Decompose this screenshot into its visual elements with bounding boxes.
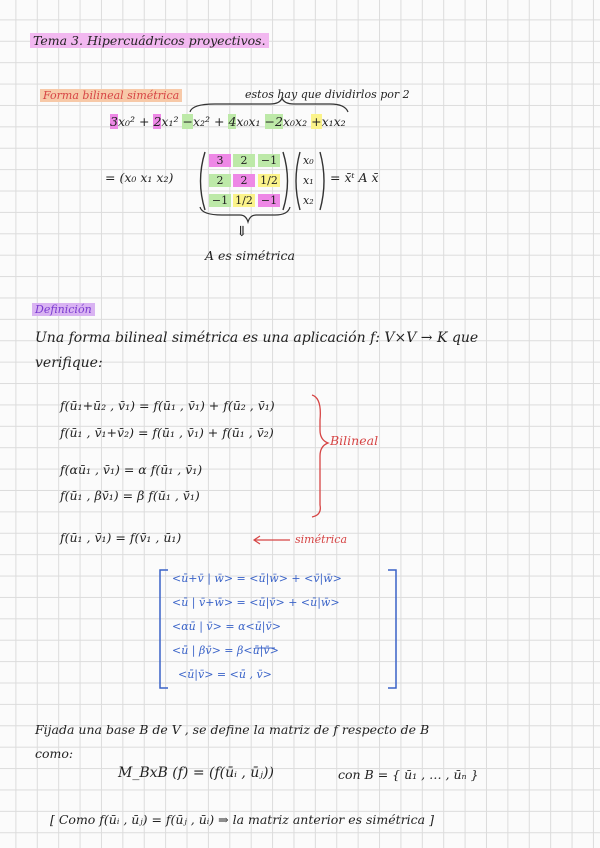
inner-product-2: <ū | v̄+w̄> = <ū|v̄> + <ū|w̄>: [172, 596, 340, 609]
matrix-cell: 2: [233, 174, 255, 187]
coef-2: 2: [153, 114, 162, 129]
matrix-cell: 3: [209, 154, 231, 167]
matrix-definition: M_BxB (f) = (f(ūᵢ , ūⱼ)): [118, 765, 274, 781]
coef-1: 3: [110, 114, 118, 129]
page-title: Tema 3. Hipercuádricos proyectivos.: [30, 33, 269, 48]
symmetric-eq: f(ū₁ , v̄₁) = f(v̄₁ , ū₁): [60, 530, 182, 545]
term-3: x₂² +: [192, 114, 225, 129]
quadratic-form: [110, 114, 346, 129]
matrix-cell: −1: [209, 194, 231, 207]
bilinear-eq-2: f(ū₁ , v̄₁+v̄₂) = f(ū₁ , v̄₁) + f(ū₁ , v̄₂): [60, 425, 274, 440]
coef-4: 4: [228, 114, 237, 129]
inner-product-4: <ū | βv̄> = β<ū|v̄>: [172, 644, 279, 657]
matrix-result: = x̄ᵗ A x̄: [330, 170, 379, 185]
coef-3: −: [182, 114, 193, 129]
inner-product-3: <αū | v̄> = α<ū|v̄>: [172, 620, 281, 633]
coef-6: +: [311, 114, 322, 129]
bilineal-label: Bilineal: [330, 433, 379, 448]
inner-product-5: <ū|v̄> = <ū , v̄>: [178, 668, 272, 681]
col-vector-1: x₁: [303, 174, 314, 187]
base-definition: con B = { ū₁ , … , ūₙ }: [338, 767, 479, 782]
coef-5: −2: [264, 114, 283, 129]
section-heading-definicion: Definición: [32, 303, 95, 316]
matrix-cell: −1: [258, 154, 280, 167]
bilinear-eq-1: f(ū₁+ū₂ , v̄₁) = f(ū₁ , v̄₁) + f(ū₂ , v̄₁): [60, 398, 275, 413]
symmetric-conclusion: A es simétrica: [205, 248, 295, 263]
definition-line-1: Una forma bilineal simétrica es una aplicación f: V×V → K que: [35, 330, 479, 346]
inner-product-1: <ū+v̄ | w̄> = <ū|w̄> + <v̄|w̄>: [172, 572, 342, 585]
section-heading-forma-bilineal: Forma bilineal simétrica: [40, 89, 182, 102]
matrix-cell: 2: [209, 174, 231, 187]
divide-note: estos hay que dividirlos por 2: [245, 88, 410, 101]
term-6: x₁x₂: [321, 114, 346, 129]
col-vector-0: x₀: [303, 154, 314, 167]
bilinear-eq-4: f(ū₁ , βv̄₁) = β f(ū₁ , v̄₁): [60, 488, 200, 503]
term-1: x₀² +: [117, 114, 150, 129]
implies-arrow: ⇓: [236, 224, 248, 240]
symmetric-note: [ Como f(ūᵢ , ūⱼ) = f(ūⱼ , ūᵢ) ⇒ la matriz anterior es simétrica ]: [50, 812, 434, 827]
bilinear-eq-3: f(αū₁ , v̄₁) = α f(ū₁ , v̄₁): [60, 462, 203, 477]
matrix-cell: 1/2: [233, 194, 255, 207]
term-2: x₁²: [161, 114, 183, 129]
matrix-cell: 2: [233, 154, 255, 167]
fijada-line-1: Fijada una base B de V , se define la matriz de f respecto de B: [35, 722, 430, 737]
matrix-cell: 1/2: [258, 174, 280, 187]
term-4: x₀x₁: [236, 114, 265, 129]
definition-line-2: verifique:: [35, 355, 103, 371]
simetrica-label: simétrica: [295, 533, 348, 546]
term-5: x₀x₂: [282, 114, 312, 129]
col-vector-2: x₂: [303, 194, 314, 207]
fijada-line-2: como:: [35, 746, 74, 761]
matrix-cell: −1: [258, 194, 280, 207]
row-vector: = (x₀ x₁ x₂): [105, 170, 174, 185]
